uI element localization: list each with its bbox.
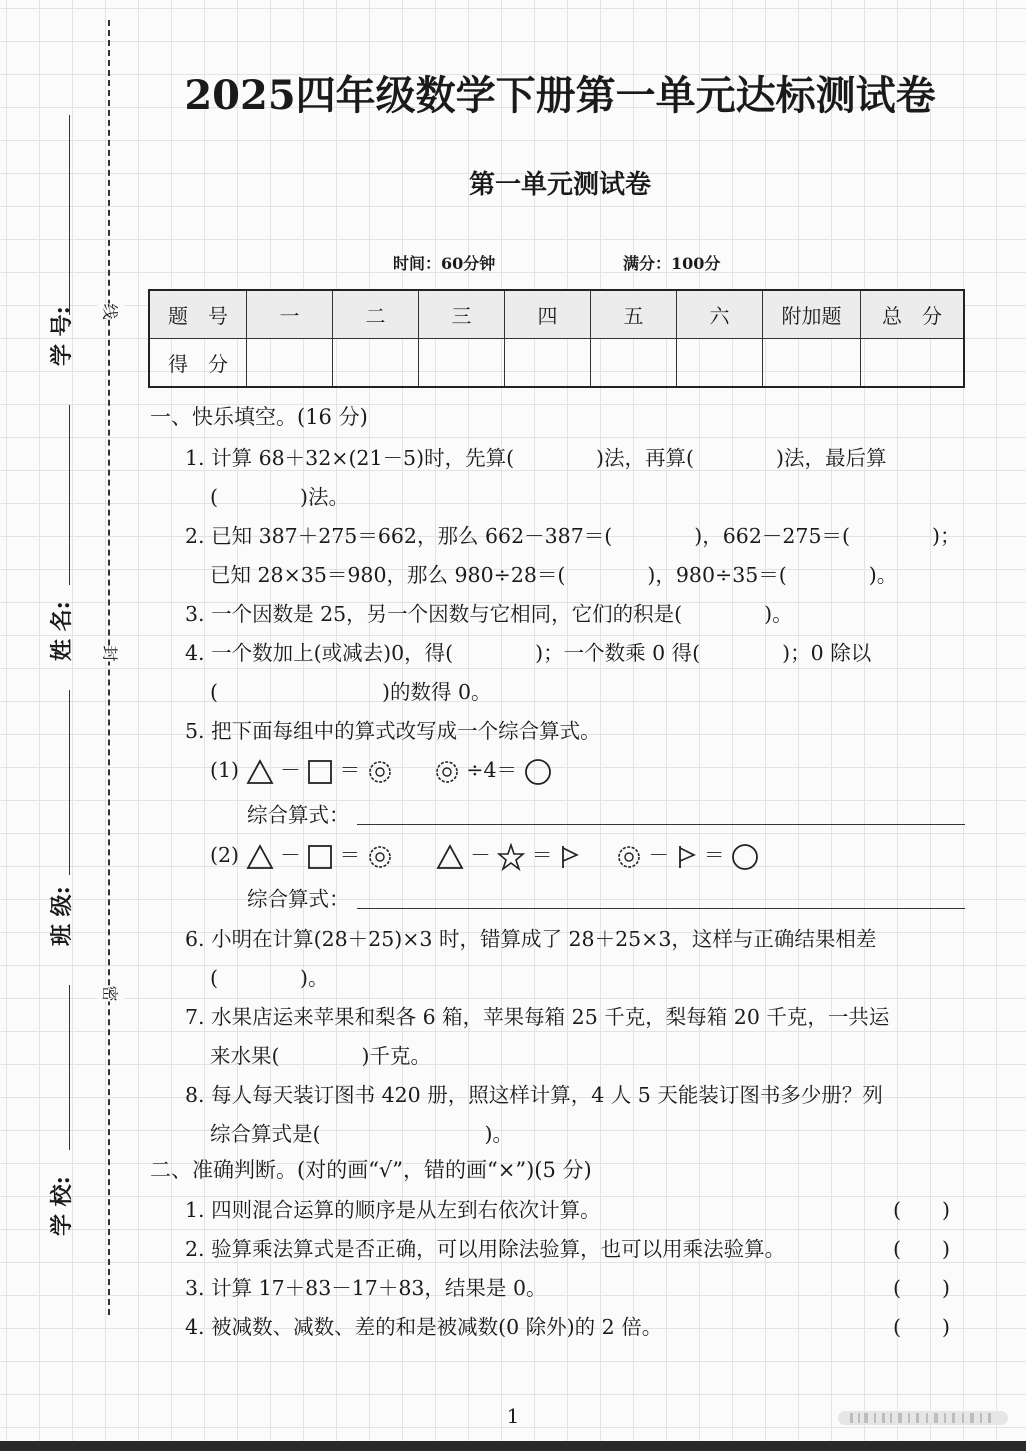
page-subtitle: 第一单元测试卷 <box>468 170 651 200</box>
question-1-line-1: 1. 计算 68＋32×(21－5)时，先算( )法，再算( )法，最后算 <box>185 446 887 470</box>
question-2-line-1: 2. 已知 387＋275＝662，那么 662－387＝( )，662－275＝( )； <box>185 524 961 548</box>
page-title: 2025四年级数学下册第一单元达标测试卷 <box>184 72 936 119</box>
page-number: 1 <box>506 1404 520 1428</box>
table-row-label: 得 分 <box>149 339 247 388</box>
question-2-line-2: 已知 28×35＝980，那么 980÷28＝( )，980÷35＝( )。 <box>210 563 898 587</box>
judge-answer-box-1[interactable]: ( ) <box>893 1198 950 1222</box>
question-6-line-2: ( )。 <box>210 966 329 990</box>
question-3: 3. 一个因数是 25，另一个因数与它相同，它们的积是( )。 <box>185 602 793 626</box>
op-equals: ＝ <box>339 843 361 867</box>
triangle-icon <box>246 759 274 785</box>
table-header-cell: 三 <box>419 290 505 339</box>
table-header-cell: 二 <box>333 290 419 339</box>
table-header-cell: 六 <box>677 290 763 339</box>
student-no-line <box>69 115 70 315</box>
judge-item-1: 1. 四则混合运算的顺序是从左到右依次计算。 <box>185 1198 601 1222</box>
section-1-title: 一、快乐填空。(16 分) <box>150 405 368 429</box>
student-no-label: 学 号: <box>49 306 75 366</box>
class-label: 班 级: <box>49 886 75 946</box>
combined-formula-answer-line-1[interactable] <box>357 824 965 825</box>
flower-icon <box>434 759 460 785</box>
triangle-icon <box>246 844 274 870</box>
full-score: 满分：100分 <box>623 254 721 273</box>
question-1-line-2: ( )法。 <box>210 485 349 509</box>
school-line <box>69 985 70 1150</box>
group-1-label: (1) <box>210 758 240 782</box>
cut-mark-line: 线 <box>98 303 125 319</box>
table-header-cell: 总 分 <box>861 290 965 339</box>
judge-answer-box-3[interactable]: ( ) <box>893 1276 950 1300</box>
combined-formula-answer-line-2[interactable] <box>357 908 965 909</box>
flower-icon <box>367 759 393 785</box>
score-cell[interactable] <box>419 339 505 388</box>
op-equals: ＝ <box>531 843 553 867</box>
question-5-group-2 <box>210 838 759 871</box>
question-8-line-2: 综合算式是( )。 <box>210 1122 513 1146</box>
flower-icon <box>367 844 393 870</box>
op-equals: ＝ <box>704 843 725 867</box>
watermark-barcode-icon <box>838 1407 1008 1429</box>
table-header-cell: 附加题 <box>763 290 861 339</box>
square-icon <box>307 759 333 785</box>
group-2-label: (2) <box>210 843 240 867</box>
question-4-line-2: ( )的数得 0。 <box>210 680 492 704</box>
score-table-header-row <box>149 290 964 339</box>
table-header-cell: 题 号 <box>149 290 247 339</box>
op-minus: － <box>470 843 491 867</box>
flower-icon <box>616 844 642 870</box>
score-table-score-row <box>149 339 964 388</box>
op-minus: － <box>280 758 301 782</box>
question-6-line-1: 6. 小明在计算(28＋25)×3 时，错算成了 28＋25×3，这样与正确结果相差 <box>185 927 877 951</box>
judge-item-2: 2. 验算乘法算式是否正确，可以用除法验算，也可以用乘法验算。 <box>185 1237 786 1261</box>
star-icon <box>497 843 525 871</box>
circle-icon <box>731 843 759 871</box>
judge-item-4: 4. 被减数、减数、差的和是被减数(0 除外)的 2 倍。 <box>185 1315 663 1339</box>
combined-formula-label-2: 综合算式： <box>247 887 350 911</box>
time-limit: 时间：60分钟 <box>393 254 496 273</box>
score-cell[interactable] <box>505 339 591 388</box>
flag-icon <box>559 844 581 870</box>
score-cell[interactable] <box>861 339 965 388</box>
bottom-bar <box>0 1441 1026 1451</box>
school-label: 学 校: <box>49 1176 75 1236</box>
judge-item-3: 3. 计算 17＋83－17＋83，结果是 0。 <box>185 1276 547 1300</box>
question-8-line-1: 8. 每人每天装订图书 420 册，照这样计算，4 人 5 天能装订图书多少册？列 <box>185 1083 883 1107</box>
table-header-cell: 一 <box>247 290 333 339</box>
table-header-cell: 四 <box>505 290 591 339</box>
square-icon <box>307 844 333 870</box>
op-div4: ÷4＝ <box>466 758 518 782</box>
judge-answer-box-4[interactable]: ( ) <box>893 1315 950 1339</box>
binding-dashed-line <box>108 20 110 1315</box>
question-5: 5. 把下面每组中的算式改写成一个综合算式。 <box>185 719 601 743</box>
class-line <box>69 690 70 875</box>
judge-answer-box-2[interactable]: ( ) <box>893 1237 950 1261</box>
table-header-cell: 五 <box>591 290 677 339</box>
name-label: 姓 名: <box>49 601 75 661</box>
cut-mark-seal: 封 <box>98 645 125 661</box>
score-cell[interactable] <box>591 339 677 388</box>
name-line <box>69 405 70 585</box>
question-4-line-1: 4. 一个数加上(或减去)0，得( )；一个数乘 0 得( )；0 除以 <box>185 641 872 665</box>
triangle-icon <box>436 844 464 870</box>
question-7-line-1: 7. 水果店运来苹果和梨各 6 箱，苹果每箱 25 千克，梨每箱 20 千克，一共运 <box>185 1005 890 1029</box>
score-cell[interactable] <box>677 339 763 388</box>
score-cell[interactable] <box>247 339 333 388</box>
question-5-group-1 <box>210 753 552 786</box>
op-equals: ＝ <box>339 758 361 782</box>
score-table <box>148 289 965 388</box>
question-7-line-2: 来水果( )千克。 <box>210 1044 431 1068</box>
score-cell[interactable] <box>333 339 419 388</box>
section-2-title: 二、准确判断。(对的画“√”，错的画“×”)(5 分) <box>150 1158 592 1182</box>
op-minus: － <box>648 843 669 867</box>
op-minus: － <box>280 843 301 867</box>
combined-formula-label-1: 综合算式： <box>247 803 350 827</box>
cut-mark-secret: 密 <box>98 985 125 1001</box>
circle-icon <box>524 758 552 786</box>
score-cell[interactable] <box>763 339 861 388</box>
flag-icon <box>676 844 698 870</box>
